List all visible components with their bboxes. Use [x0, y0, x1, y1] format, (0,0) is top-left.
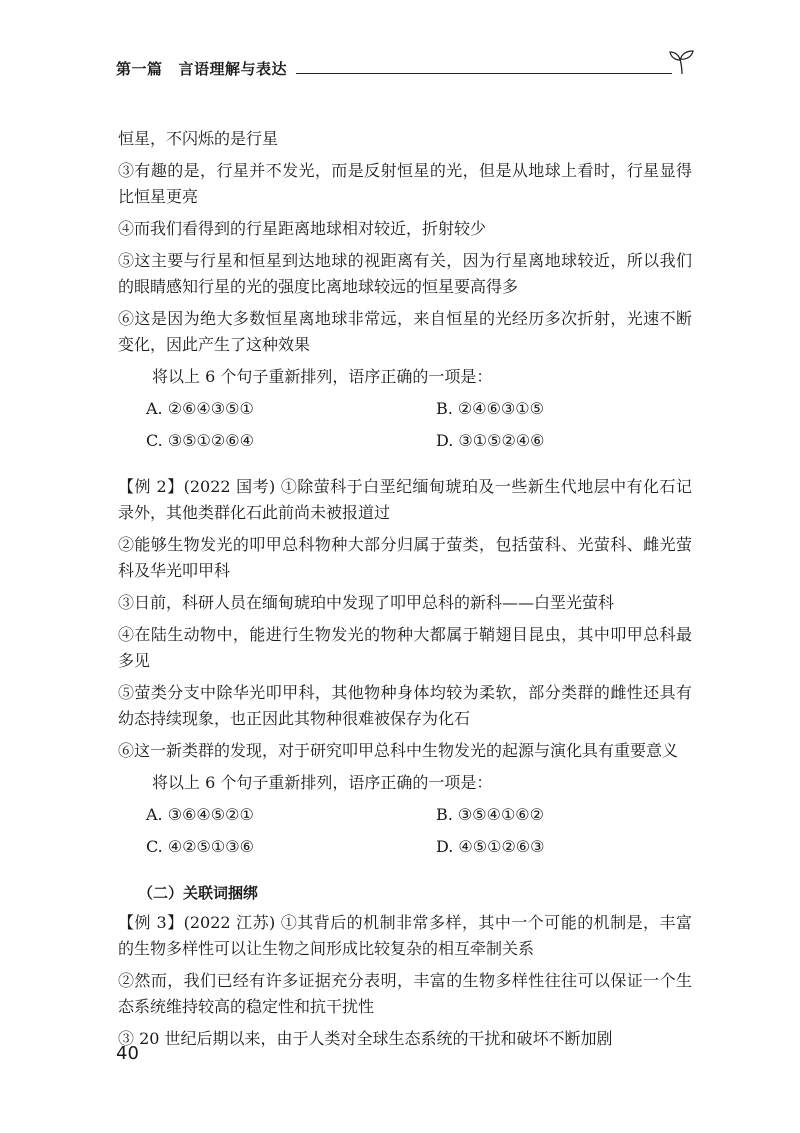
option-c: C. ③⑤①②⑥④	[146, 431, 254, 450]
section-heading: （二）关联词捆绑	[138, 884, 259, 902]
paragraph: ③日前，科研人员在缅甸琥珀中发现了叩甲总科的新科——白垩光萤科	[118, 593, 615, 612]
paragraph: 恒星，不闪烁的是行星	[118, 129, 279, 148]
header-rule	[296, 73, 672, 74]
header-title	[116, 58, 287, 79]
option-b: B. ③⑤④①⑥②	[436, 805, 544, 824]
paragraph: ④而我们看得到的行星距离地球相对较近，折射较少	[118, 219, 487, 238]
page-number: 40	[116, 1043, 139, 1064]
option-d: D. ④⑤①②⑥③	[436, 837, 545, 856]
paragraph: ⑤萤类分支中除华光叩甲科，其他物种身体均较为柔软，部分类群的雌性还具有幼态持续现象，也正因此其物种很难被保存为化石	[118, 683, 692, 728]
paragraph: ⑥这一新类群的发现，对于研究叩甲总科中生物发光的起源与演化具有重要意义	[118, 741, 679, 760]
header-section-title: 言语理解与表达	[178, 60, 288, 78]
option-c: C. ④②⑤①③⑥	[146, 837, 254, 856]
option-a: A. ③⑥④⑤②①	[146, 805, 254, 824]
question-prompt: 将以上 6 个句子重新排列，语序正确的一项是：	[152, 773, 493, 792]
sprout-icon	[668, 48, 696, 76]
paragraph: ②能够生物发光的叩甲总科物种大部分归属于萤类，包括萤科、光萤科、雌光萤科及华光叩甲科	[118, 535, 692, 580]
paragraph: ③有趣的是，行星并不发光，而是反射恒星的光，但是从地球上看时，行星显得比恒星更亮	[118, 161, 692, 206]
answer-options	[118, 802, 692, 860]
option-b: B. ②④⑥③①⑤	[436, 399, 544, 418]
page-header	[116, 54, 696, 84]
example-3-intro: 【例 3】(2022 江苏) ①其背后的机制非常多样，其中一个可能的机制是，丰富的生物多样性可以让生物之间形成比较复杂的相互牵制关系	[118, 913, 692, 958]
header-part: 第一篇	[116, 60, 163, 78]
option-a: A. ②⑥④③⑤①	[146, 399, 254, 418]
paragraph: ⑤这主要与行星和恒星到达地球的视距离有关，因为行星离地球较近，所以我们的眼睛感知行星的光的强度比离地球较远的恒星要高得多	[118, 251, 692, 296]
paragraph: ④在陆生动物中，能进行生物发光的物种大都属于鞘翅目昆虫，其中叩甲总科最多见	[118, 625, 692, 670]
paragraph: ⑥这是因为绝大多数恒星离地球非常远，来自恒星的光经历多次折射，光速不断变化，因此产生了这种效果	[118, 309, 692, 354]
answer-options	[118, 396, 692, 454]
option-d: D. ③①⑤②④⑥	[436, 431, 545, 450]
question-prompt: 将以上 6 个句子重新排列，语序正确的一项是：	[152, 367, 493, 386]
example-2-intro: 【例 2】(2022 国考) ①除萤科于白垩纪缅甸琥珀及一些新生代地层中有化石记录外，其他类群化石此前尚未被报道过	[118, 477, 692, 522]
paragraph: ③ 20 世纪后期以来，由于人类对全球生态系统的干扰和破坏不断加剧	[118, 1029, 613, 1048]
paragraph: ②然而，我们已经有许多证据充分表明，丰富的生物多样性往往可以保证一个生态系统维持较高的稳定性和抗干扰性	[118, 971, 692, 1016]
page-content	[118, 126, 692, 1058]
